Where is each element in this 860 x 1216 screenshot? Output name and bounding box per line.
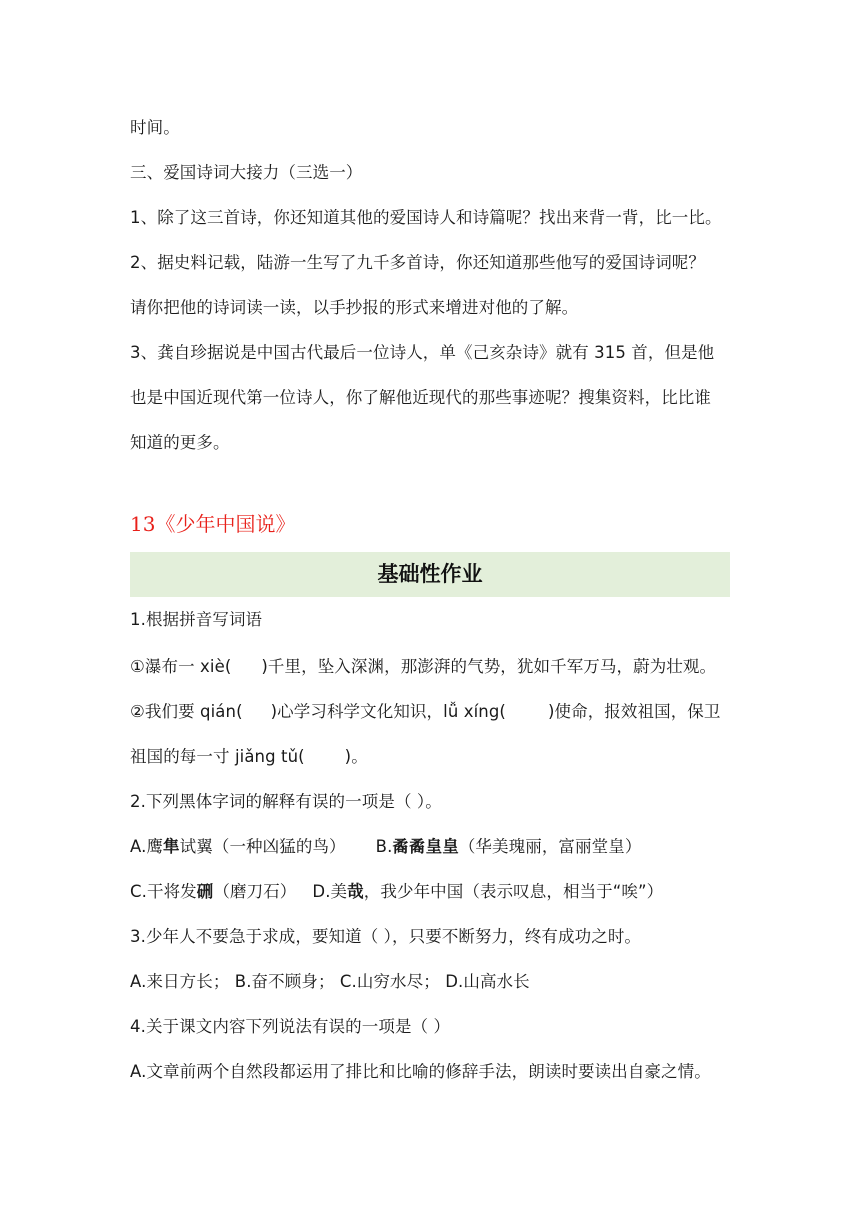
q1-line3-part-a: 祖国的每一寸 jiǎng tǔ( [130, 747, 305, 766]
question-1-line-1 [130, 655, 732, 679]
section-banner: 基础性作业 [130, 552, 730, 597]
q2-option-b [376, 837, 642, 856]
q2-d-bold-word: 哉 [347, 882, 364, 901]
q2-c-bold-word: 硎 [196, 882, 214, 901]
q1-line3-part-b: )。 [344, 747, 368, 766]
q2-a-explanation: 试翼（一种凶猛的鸟） [179, 837, 346, 856]
q1-line1-part-b: )千里，坠入深渊，那澎湃的气势，犹如千军万马，蔚为壮观。 [261, 657, 717, 676]
question-3-options: A.来日方长； B.奋不顾身； C.山穷水尽； D.山高水长 [130, 972, 530, 991]
q2-option-d [312, 882, 663, 901]
question-4-option-a: A.文章前两个自然段都运用了排比和比喻的修辞手法，朗读时要读出自豪之情。 [130, 1062, 711, 1081]
paragraph-item-3-cont: 也是中国近现代第一位诗人，你了解他近现代的那些事迹呢？搜集资料，比比谁 [130, 388, 711, 407]
question-1-line-2 [130, 700, 732, 724]
q2-c-explanation: （磨刀石） [213, 882, 297, 901]
q2-b-bold-word: 矞矞皇皇 [392, 837, 459, 856]
question-3-stem: 3.少年人不要急于求成，要知道（ ），只要不断努力，终有成功之时。 [130, 927, 642, 946]
question-2-stem: 2.下列黑体字词的解释有误的一项是（ ）。 [130, 792, 442, 811]
q2-d-explanation: ，我少年中国（表示叹息，相当于“唉”） [363, 882, 664, 901]
question-1-line-3 [130, 745, 732, 769]
continuation-line: 时间。 [130, 118, 180, 137]
lesson-title: 13《少年中国说》 [130, 512, 296, 536]
question-4-stem: 4.关于课文内容下列说法有误的一项是（ ） [130, 1017, 451, 1036]
q2-option-a [130, 837, 346, 856]
question-1-stem: 1.根据拼音写词语 [130, 610, 263, 629]
paragraph-item-1: 1、除了这三首诗，你还知道其他的爱国诗人和诗篇呢？找出来背一背，比一比。 [130, 208, 722, 227]
q2-d-prefix: D.美 [312, 882, 348, 901]
q1-line1-part-a: ①瀑布一 xiè( [130, 657, 232, 676]
paragraph-item-2-cont: 请你把他的诗词读一读，以手抄报的形式来增进对他的了解。 [130, 298, 579, 317]
q2-c-prefix: C.干将发 [130, 882, 197, 901]
q1-line2-part-a: ②我们要 qián( [130, 702, 243, 721]
paragraph-item-3: 3、龚自珍据说是中国古代最后一位诗人，单《己亥杂诗》就有 315 首，但是他 [130, 343, 715, 362]
question-2-options-ab [130, 835, 732, 859]
paragraph-item-3-end: 知道的更多。 [130, 433, 230, 452]
q2-a-prefix: A.鹰 [130, 837, 164, 856]
q2-b-explanation: （华美瑰丽，富丽堂皇） [458, 837, 642, 856]
q1-line2-part-b: )心学习科学文化知识，lǚ xíng( [270, 702, 506, 721]
q1-line2-part-c: )使命，报效祖国，保卫 [547, 702, 721, 721]
paragraph-item-2: 2、据史料记载，陆游一生写了九千多首诗，你还知道那些他写的爱国诗词呢？ [130, 253, 705, 272]
question-2-options-cd [130, 880, 732, 904]
q2-option-c [130, 882, 296, 901]
section-heading: 三、爱国诗词大接力（三选一） [130, 163, 363, 182]
q2-a-bold-word: 隼 [163, 837, 180, 856]
q2-b-prefix: B. [375, 837, 393, 856]
